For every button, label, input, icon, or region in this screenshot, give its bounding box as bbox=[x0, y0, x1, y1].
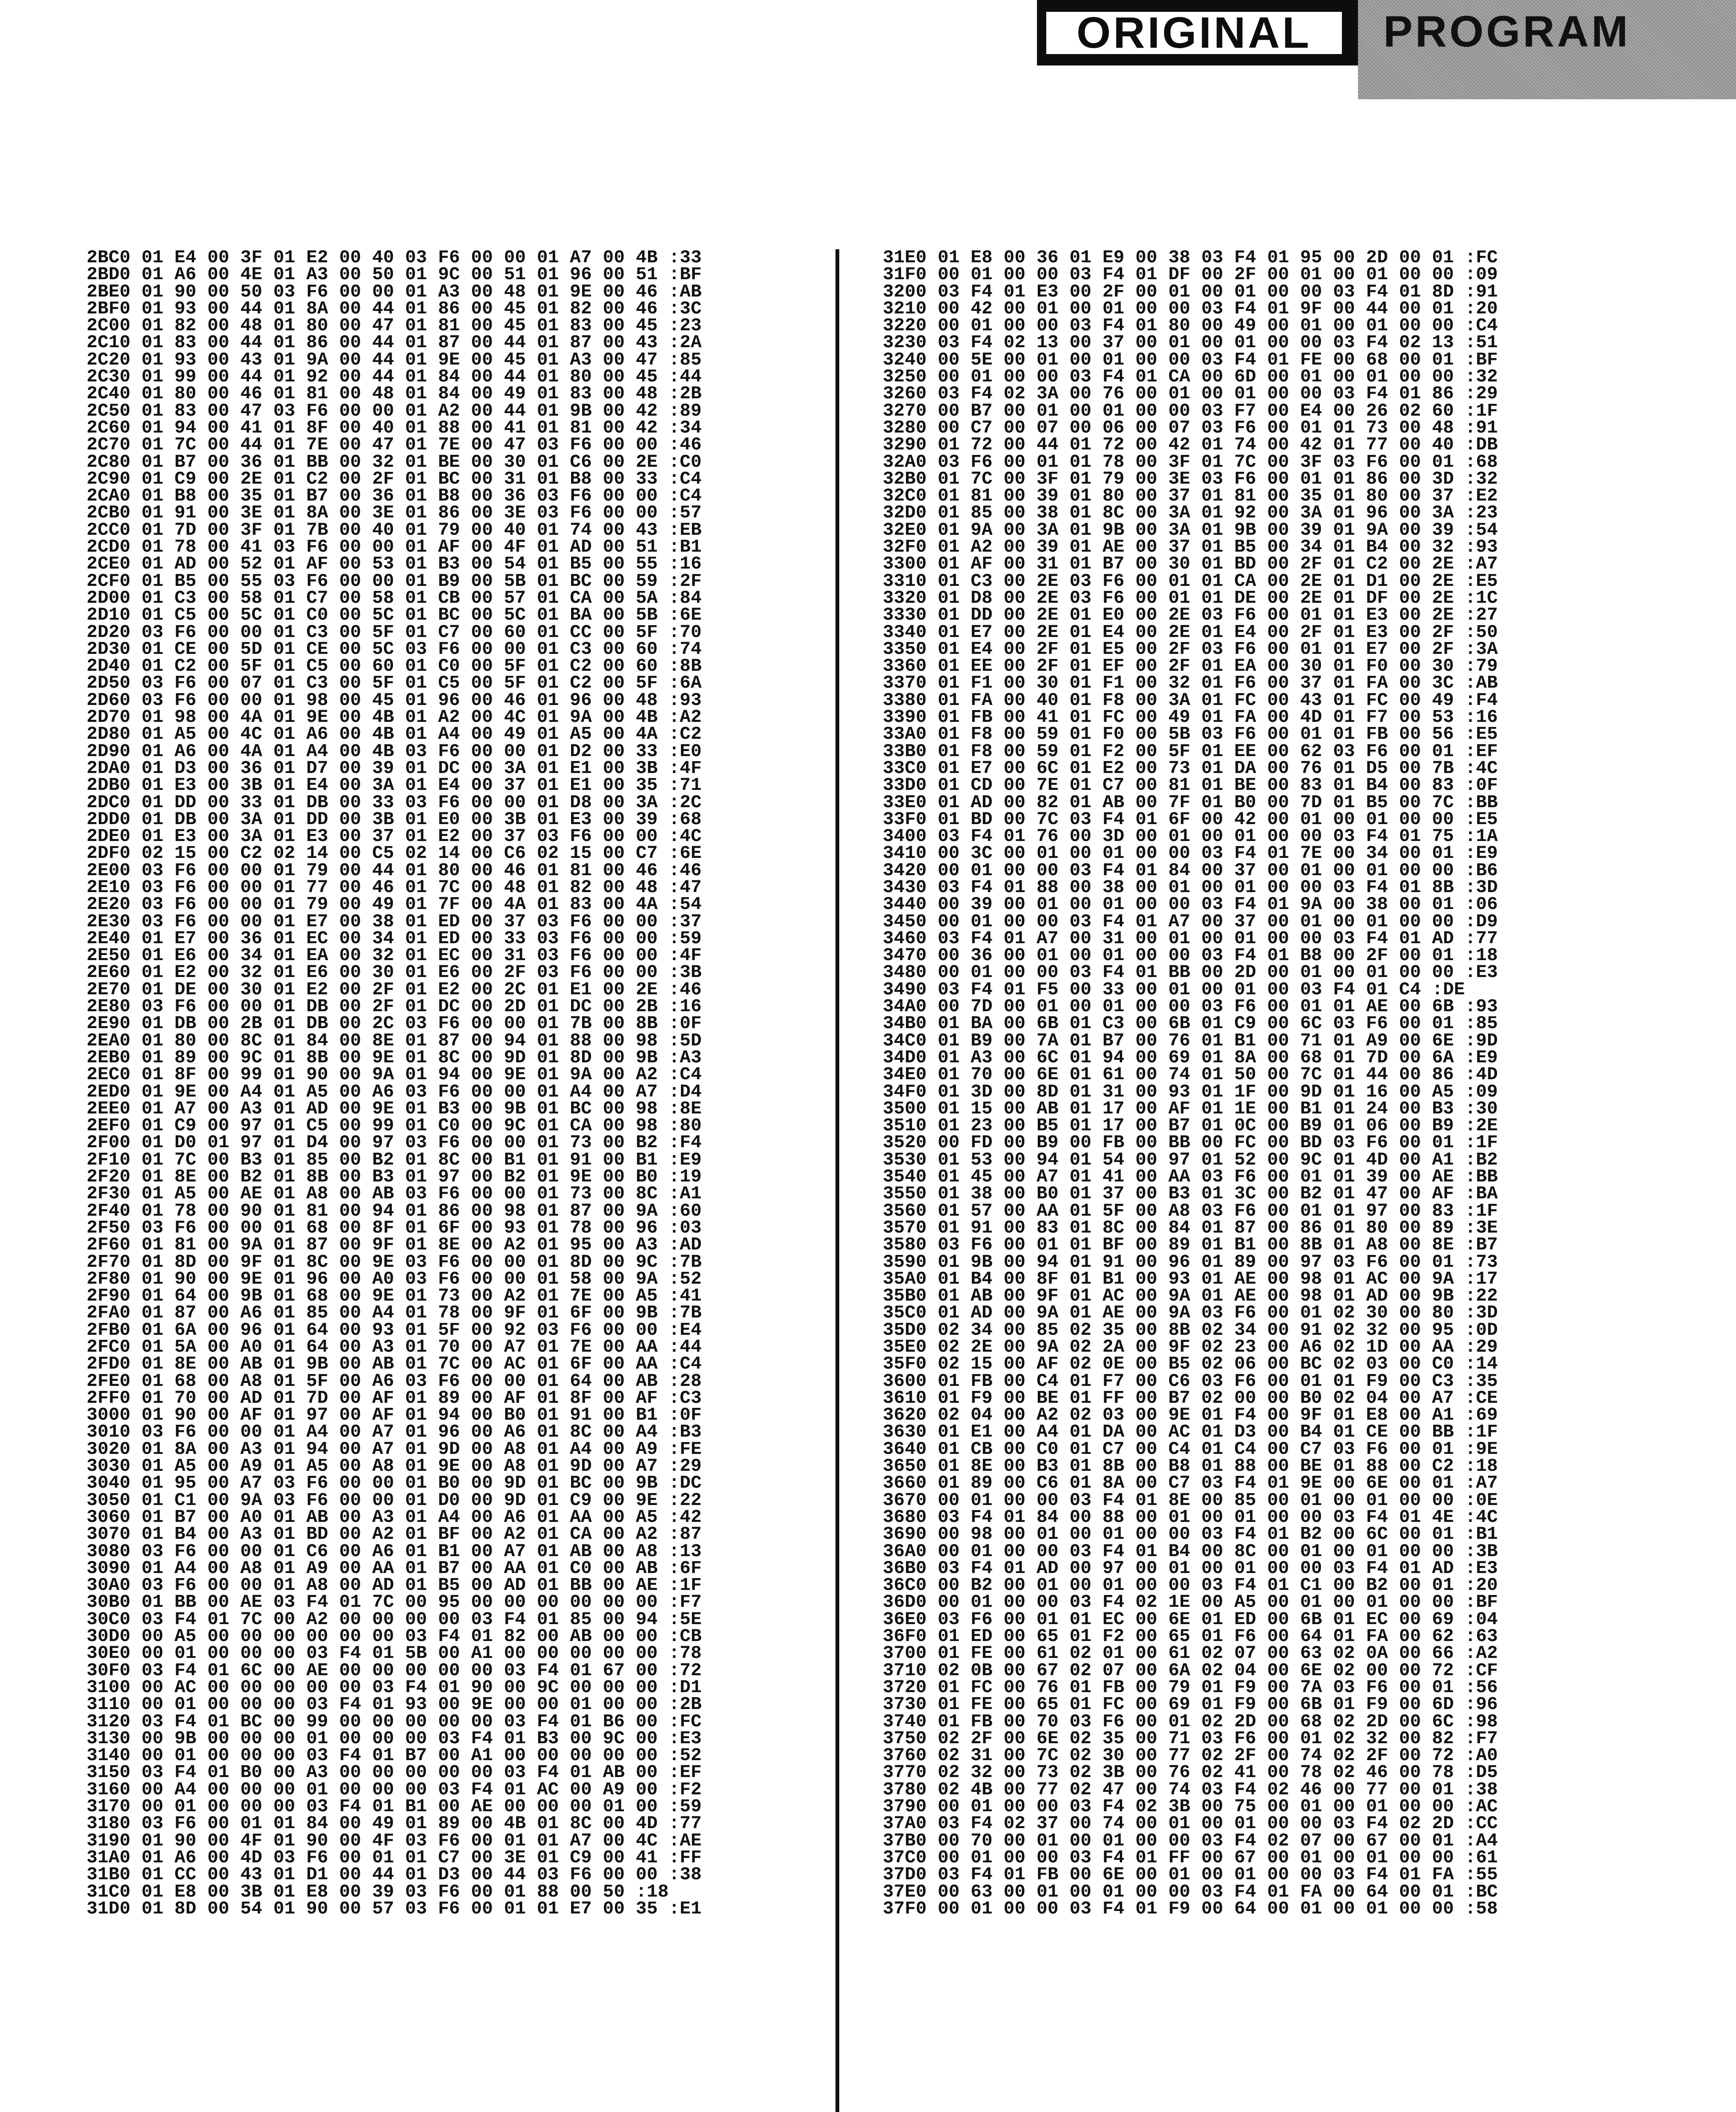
hex-dump-line: 2F50 03 F6 00 00 01 68 00 8F 01 6F 00 93 01 78 00 96 :03 bbox=[87, 1217, 702, 1238]
hex-dump-line: 3100 00 AC 00 00 00 00 00 03 F4 01 90 00 9C 00 00 00 :D1 bbox=[87, 1677, 702, 1698]
column-divider bbox=[835, 249, 839, 2112]
hex-dump-line: 3010 03 F6 00 00 01 A4 00 A7 01 96 00 A6 01 8C 00 A4 :B3 bbox=[87, 1421, 702, 1442]
hex-dump-line: 3640 01 CB 00 C0 01 C7 00 C4 01 C4 00 C7 03 F6 00 01 :9E bbox=[883, 1438, 1498, 1459]
hex-dump-line: 2D40 01 C2 00 5F 01 C5 00 60 01 C0 00 5F 01 C2 00 60 :8B bbox=[87, 656, 702, 677]
hex-dump-line: 33A0 01 F8 00 59 01 F0 00 5B 03 F6 00 01 01 FB 00 56 :E5 bbox=[883, 724, 1498, 745]
hex-listing-left-column bbox=[87, 249, 702, 1917]
hex-dump-line: 3360 01 EE 00 2F 01 EF 00 2F 01 EA 00 30 01 F0 00 30 :79 bbox=[883, 656, 1498, 677]
hex-dump-line: 3500 01 15 00 AB 01 17 00 AF 01 1E 00 B1 01 24 00 B3 :30 bbox=[883, 1098, 1498, 1119]
hex-dump-line: 3160 00 A4 00 00 00 01 00 00 00 03 F4 01 AC 00 A9 00 :F2 bbox=[87, 1779, 702, 1800]
hex-dump-line: 2FE0 01 68 00 A8 01 5F 00 A6 03 F6 00 00 01 64 00 AB :28 bbox=[87, 1370, 702, 1391]
hex-dump-line: 30D0 00 A5 00 00 00 00 00 00 03 F4 01 82 00 AB 00 00 :CB bbox=[87, 1626, 702, 1647]
hex-dump-line: 2C50 01 83 00 47 03 F6 00 00 01 A2 00 44 01 9B 00 42 :89 bbox=[87, 400, 702, 421]
hex-dump-line: 3520 00 FD 00 B9 00 FB 00 BB 00 FC 00 BD 03 F6 00 01 :1F bbox=[883, 1132, 1498, 1153]
hex-dump-line: 2C70 01 7C 00 44 01 7E 00 47 01 7E 00 47 03 F6 00 00 :46 bbox=[87, 434, 702, 455]
hex-dump-line: 3390 01 FB 00 41 01 FC 00 49 01 FA 00 4D 01 F7 00 53 :16 bbox=[883, 707, 1498, 728]
hex-dump-line: 32B0 01 7C 00 3F 01 79 00 3E 03 F6 00 01 01 86 00 3D :32 bbox=[883, 468, 1498, 489]
hex-dump-line: 36D0 00 01 00 00 03 F4 02 1E 00 A5 00 01 00 01 00 00 :BF bbox=[883, 1592, 1498, 1613]
hex-dump-line: 3630 01 E1 00 A4 01 DA 00 AC 01 D3 00 B4 01 CE 00 BB :1F bbox=[883, 1421, 1498, 1442]
hex-dump-line: 3080 03 F6 00 00 01 C6 00 A6 01 B1 00 A7 01 AB 00 A8 :13 bbox=[87, 1540, 702, 1562]
hex-dump-line: 3480 00 01 00 00 03 F4 01 BB 00 2D 00 01 00 01 00 00 :E3 bbox=[883, 962, 1498, 983]
hex-dump-line: 3620 02 04 00 A2 02 03 00 9E 01 F4 00 9F 01 E8 00 A1 :69 bbox=[883, 1404, 1498, 1426]
hex-dump-line: 2CA0 01 B8 00 35 01 B7 00 36 01 B8 00 36 03 F6 00 00 :C4 bbox=[87, 485, 702, 506]
hex-dump-line: 3530 01 53 00 94 01 54 00 97 01 52 00 9C 01 4D 00 A1 :B2 bbox=[883, 1149, 1498, 1170]
hex-dump-line: 2C40 01 80 00 46 01 81 00 48 01 84 00 49 01 83 00 48 :2B bbox=[87, 383, 702, 404]
hex-dump-line: 37F0 00 01 00 00 03 F4 01 F9 00 64 00 01 00 01 00 00 :58 bbox=[883, 1898, 1498, 1919]
hex-dump-line: 32A0 03 F6 00 01 01 78 00 3F 01 7C 00 3F 03 F6 00 01 :68 bbox=[883, 451, 1498, 472]
hex-dump-line: 2D80 01 A5 00 4C 01 A6 00 4B 01 A4 00 49 01 A5 00 4A :C2 bbox=[87, 724, 702, 745]
hex-dump-line: 32E0 01 9A 00 3A 01 9B 00 3A 01 9B 00 39 01 9A 00 39 :54 bbox=[883, 519, 1498, 540]
hex-dump-line: 2DF0 02 15 00 C2 02 14 00 C5 02 14 00 C6 02 15 00 C7 :6E bbox=[87, 843, 702, 864]
hex-dump-line: 3720 01 FC 00 76 01 FB 00 79 01 F9 00 7A 03 F6 00 01 :56 bbox=[883, 1677, 1498, 1698]
hex-dump-line: 2D50 03 F6 00 07 01 C3 00 5F 01 C5 00 5F 01 C2 00 5F :6A bbox=[87, 672, 702, 694]
hex-dump-line: 3470 00 36 00 01 00 01 00 00 03 F4 01 B8 00 2F 00 01 :18 bbox=[883, 945, 1498, 966]
hex-dump-line: 2F10 01 7C 00 B3 01 85 00 B2 01 8C 00 B1 01 91 00 B1 :E9 bbox=[87, 1149, 702, 1170]
hex-dump-line: 2CD0 01 78 00 41 03 F6 00 00 01 AF 00 4F 01 AD 00 51 :B1 bbox=[87, 536, 702, 558]
hex-dump-line: 3200 03 F4 01 E3 00 2F 00 01 00 01 00 00 03 F4 01 8D :91 bbox=[883, 281, 1498, 302]
hex-dump-line: 31E0 01 E8 00 36 01 E9 00 38 03 F4 01 95 00 2D 00 01 :FC bbox=[883, 247, 1498, 268]
hex-dump-line: 3000 01 90 00 AF 01 97 00 AF 01 94 00 B0 01 91 00 B1 :0F bbox=[87, 1404, 702, 1426]
hex-dump-line: 3350 01 E4 00 2F 01 E5 00 2F 03 F6 00 01 01 E7 00 2F :3A bbox=[883, 638, 1498, 659]
hex-dump-line: 2F90 01 64 00 9B 01 68 00 9E 01 73 00 A2 01 7E 00 A5 :41 bbox=[87, 1285, 702, 1306]
hex-dump-line: 3590 01 9B 00 94 01 91 00 96 01 89 00 97 03 F6 00 01 :73 bbox=[883, 1251, 1498, 1272]
hex-dump-line: 2E20 03 F6 00 00 01 79 00 49 01 7F 00 4A 01 83 00 4A :54 bbox=[87, 894, 702, 915]
hex-dump-line: 3710 02 0B 00 67 02 07 00 6A 02 04 00 6E 02 00 00 72 :CF bbox=[883, 1660, 1498, 1681]
hex-dump-line: 3040 01 95 00 A7 03 F6 00 00 01 B0 00 9D 01 BC 00 9B :DC bbox=[87, 1472, 702, 1494]
hex-dump-line: 2D10 01 C5 00 5C 01 C0 00 5C 01 BC 00 5C 01 BA 00 5B :6E bbox=[87, 604, 702, 626]
hex-dump-line: 2E40 01 E7 00 36 01 EC 00 34 01 ED 00 33 03 F6 00 00 :59 bbox=[87, 928, 702, 949]
hex-dump-line: 3380 01 FA 00 40 01 F8 00 3A 01 FC 00 43 01 FC 00 49 :F4 bbox=[883, 689, 1498, 710]
hex-dump-line: 2BC0 01 E4 00 3F 01 E2 00 40 03 F6 00 00 01 A7 00 4B :33 bbox=[87, 247, 702, 268]
original-banner bbox=[1037, 0, 1358, 65]
hex-dump-line: 2EF0 01 C9 00 97 01 C5 00 99 01 C0 00 9C 01 CA 00 98 :80 bbox=[87, 1115, 702, 1136]
hex-dump-line: 2E80 03 F6 00 00 01 DB 00 2F 01 DC 00 2D 01 DC 00 2B :16 bbox=[87, 996, 702, 1017]
hex-dump-line: 3280 00 C7 00 07 00 06 00 07 03 F6 00 01 01 73 00 48 :91 bbox=[883, 417, 1498, 438]
hex-dump-line: 3370 01 F1 00 30 01 F1 00 32 01 F6 00 37 01 FA 00 3C :AB bbox=[883, 672, 1498, 694]
hex-dump-line: 34A0 00 7D 00 01 00 01 00 00 03 F6 00 01 01 AE 00 6B :93 bbox=[883, 996, 1498, 1017]
hex-dump-line: 2BD0 01 A6 00 4E 01 A3 00 50 01 9C 00 51 01 96 00 51 :BF bbox=[87, 264, 702, 285]
hex-dump-line: 3290 01 72 00 44 01 72 00 42 01 74 00 42 01 77 00 40 :DB bbox=[883, 434, 1498, 455]
hex-dump-line: 2ED0 01 9E 00 A4 01 A5 00 A6 03 F6 00 00 01 A4 00 A7 :D4 bbox=[87, 1081, 702, 1102]
hex-dump-line: 3510 01 23 00 B5 01 17 00 B7 01 0C 00 B9 01 06 00 B9 :2E bbox=[883, 1115, 1498, 1136]
hex-dump-line: 3170 00 01 00 00 00 03 F4 01 B1 00 AE 00 00 00 01 00 :59 bbox=[87, 1796, 702, 1817]
hex-dump-line: 31A0 01 A6 00 4D 03 F6 00 01 01 C7 00 3E 01 C9 00 41 :FF bbox=[87, 1847, 702, 1868]
hex-dump-line: 2D90 01 A6 00 4A 01 A4 00 4B 03 F6 00 00 01 D2 00 33 :E0 bbox=[87, 740, 702, 762]
hex-dump-line: 3050 01 C1 00 9A 03 F6 00 00 01 D0 00 9D 01 C9 00 9E :22 bbox=[87, 1489, 702, 1511]
hex-dump-line: 3300 01 AF 00 31 01 B7 00 30 01 BD 00 2F 01 C2 00 2E :A7 bbox=[883, 553, 1498, 574]
hex-dump-line: 2E60 01 E2 00 32 01 E6 00 30 01 E6 00 2F 03 F6 00 00 :3B bbox=[87, 962, 702, 983]
hex-dump-line: 3580 03 F6 00 01 01 BF 00 89 01 B1 00 8B 01 A8 00 8E :B7 bbox=[883, 1234, 1498, 1255]
hex-dump-line: 3180 03 F6 00 01 01 84 00 49 01 89 00 4B 01 8C 00 4D :77 bbox=[87, 1813, 702, 1834]
hex-dump-line: 2F40 01 78 00 90 01 81 00 94 01 86 00 98 01 87 00 9A :60 bbox=[87, 1200, 702, 1221]
hex-dump-line: 3740 01 FB 00 70 03 F6 00 01 02 2D 00 68 02 2D 00 6C :98 bbox=[883, 1711, 1498, 1732]
hex-dump-line: 3070 01 B4 00 A3 01 BD 00 A2 01 BF 00 A2 01 CA 00 A2 :87 bbox=[87, 1524, 702, 1545]
hex-dump-line: 3690 00 98 00 01 00 01 00 00 03 F4 01 B2 00 6C 00 01 :B1 bbox=[883, 1524, 1498, 1545]
hex-dump-line: 37D0 03 F4 01 FB 00 6E 00 01 00 01 00 00 03 F4 01 FA :55 bbox=[883, 1864, 1498, 1885]
hex-dump-line: 34B0 01 BA 00 6B 01 C3 00 6B 01 C9 00 6C 03 F6 00 01 :85 bbox=[883, 1013, 1498, 1034]
hex-dump-line: 34F0 01 3D 00 8D 01 31 00 93 01 1F 00 9D 01 16 00 A5 :09 bbox=[883, 1081, 1498, 1102]
hex-dump-line: 3230 03 F4 02 13 00 37 00 01 00 01 00 00 03 F4 02 13 :51 bbox=[883, 332, 1498, 353]
hex-dump-line: 32C0 01 81 00 39 01 80 00 37 01 81 00 35 01 80 00 37 :E2 bbox=[883, 485, 1498, 506]
hex-dump-line: 3310 01 C3 00 2E 03 F6 00 01 01 CA 00 2E 01 D1 00 2E :E5 bbox=[883, 570, 1498, 591]
hex-dump-line: 30A0 03 F6 00 00 01 A8 00 AD 01 B5 00 AD 01 BB 00 AE :1F bbox=[87, 1575, 702, 1596]
hex-dump-line: 2EE0 01 A7 00 A3 01 AD 00 9E 01 B3 00 9B 01 BC 00 98 :8E bbox=[87, 1098, 702, 1119]
hex-dump-line: 3660 01 89 00 C6 01 8A 00 C7 03 F4 01 9E 00 6E 00 01 :A7 bbox=[883, 1472, 1498, 1494]
hex-dump-line: 37E0 00 63 00 01 00 01 00 00 03 F4 01 FA 00 64 00 01 :BC bbox=[883, 1881, 1498, 1902]
hex-dump-line: 2F00 01 D0 01 97 01 D4 00 97 03 F6 00 00 01 73 00 B2 :F4 bbox=[87, 1132, 702, 1153]
hex-dump-line: 2CF0 01 B5 00 55 03 F6 00 00 01 B9 00 5B 01 BC 00 59 :2F bbox=[87, 570, 702, 591]
hex-dump-line: 2DC0 01 DD 00 33 01 DB 00 33 03 F6 00 00 01 D8 00 3A :2C bbox=[87, 792, 702, 813]
hex-dump-line: 30B0 01 BB 00 AE 03 F4 01 7C 00 95 00 00 00 00 00 00 :F7 bbox=[87, 1592, 702, 1613]
hex-dump-line: 30C0 03 F4 01 7C 00 A2 00 00 00 00 03 F4 01 85 00 94 :5E bbox=[87, 1608, 702, 1630]
hex-dump-line: 3760 02 31 00 7C 02 30 00 77 02 2F 00 74 02 2F 00 72 :A0 bbox=[883, 1745, 1498, 1766]
hex-dump-line: 35E0 02 2E 00 9A 02 2A 00 9F 02 23 00 A6 02 1D 00 AA :29 bbox=[883, 1336, 1498, 1357]
hex-dump-line: 3490 03 F4 01 F5 00 33 00 01 00 01 00 03 F4 01 C4 :DE bbox=[883, 979, 1465, 1000]
hex-dump-line: 32D0 01 85 00 38 01 8C 00 3A 01 92 00 3A 01 96 00 3A :23 bbox=[883, 502, 1498, 523]
hex-dump-line: 3270 00 B7 00 01 00 01 00 00 03 F7 00 E4 00 26 02 60 :1F bbox=[883, 400, 1498, 421]
hex-dump-line: 31C0 01 E8 00 3B 01 E8 00 39 03 F6 00 01 88 00 50 :18 bbox=[87, 1881, 669, 1902]
hex-dump-line: 2F30 01 A5 00 AE 01 A8 00 AB 03 F6 00 00 01 73 00 8C :A1 bbox=[87, 1183, 702, 1204]
hex-dump-line: 2DB0 01 E3 00 3B 01 E4 00 3A 01 E4 00 37 01 E1 00 35 :71 bbox=[87, 775, 702, 796]
hex-dump-line: 2C60 01 94 00 41 01 8F 00 40 01 88 00 41 01 81 00 42 :34 bbox=[87, 417, 702, 438]
hex-dump-line: 2CE0 01 AD 00 52 01 AF 00 53 01 B3 00 54 01 B5 00 55 :16 bbox=[87, 553, 702, 574]
hex-dump-line: 35B0 01 AB 00 9F 01 AC 00 9A 01 AE 00 98 01 AD 00 9B :22 bbox=[883, 1285, 1498, 1306]
hex-dump-line: 2FC0 01 5A 00 A0 01 64 00 A3 01 70 00 A7 01 7E 00 AA :44 bbox=[87, 1336, 702, 1357]
hex-dump-line: 2CC0 01 7D 00 3F 01 7B 00 40 01 79 00 40 01 74 00 43 :EB bbox=[87, 519, 702, 540]
hex-dump-line: 33C0 01 E7 00 6C 01 E2 00 73 01 DA 00 76 01 D5 00 7B :4C bbox=[883, 757, 1498, 778]
hex-dump-line: 2E50 01 E6 00 34 01 EA 00 32 01 EC 00 31 03 F6 00 00 :4F bbox=[87, 945, 702, 966]
hex-dump-line: 3770 02 32 00 73 02 3B 00 76 02 41 00 78 02 46 00 78 :D5 bbox=[883, 1762, 1498, 1783]
hex-dump-line: 3600 01 FB 00 C4 01 F7 00 C6 03 F6 00 01 01 F9 00 C3 :35 bbox=[883, 1370, 1498, 1391]
hex-dump-line: 3220 00 01 00 00 03 F4 01 80 00 49 00 01 00 01 00 00 :C4 bbox=[883, 315, 1498, 336]
hex-dump-line: 2E70 01 DE 00 30 01 E2 00 2F 01 E2 00 2C 01 E1 00 2E :46 bbox=[87, 979, 702, 1000]
hex-dump-line: 34D0 01 A3 00 6C 01 94 00 69 01 8A 00 68 01 7D 00 6A :E9 bbox=[883, 1047, 1498, 1068]
hex-dump-line: 2FB0 01 6A 00 96 01 64 00 93 01 5F 00 92 03 F6 00 00 :E4 bbox=[87, 1319, 702, 1340]
hex-dump-line: 3320 01 D8 00 2E 03 F6 00 01 01 DE 00 2E 01 DF 00 2E :1C bbox=[883, 587, 1498, 608]
hex-dump-line: 2DA0 01 D3 00 36 01 D7 00 39 01 DC 00 3A 01 E1 00 3B :4F bbox=[87, 757, 702, 778]
hex-dump-line: 3150 03 F4 01 B0 00 A3 00 00 00 00 00 03 F4 01 AB 00 :EF bbox=[87, 1762, 702, 1783]
hex-dump-line: 2C10 01 83 00 44 01 86 00 44 01 87 00 44 01 87 00 43 :2A bbox=[87, 332, 702, 353]
hex-dump-line: 2F80 01 90 00 9E 01 96 00 A0 03 F6 00 00 01 58 00 9A :52 bbox=[87, 1268, 702, 1289]
hex-dump-line: 2BF0 01 93 00 44 01 8A 00 44 01 86 00 45 01 82 00 46 :3C bbox=[87, 298, 702, 319]
hex-dump-line: 36F0 01 ED 00 65 01 F2 00 65 01 F6 00 64 01 FA 00 62 :63 bbox=[883, 1626, 1498, 1647]
hex-dump-line: 2D00 01 C3 00 58 01 C7 00 58 01 CB 00 57 01 CA 00 5A :84 bbox=[87, 587, 702, 608]
hex-dump-line: 3420 00 01 00 00 03 F4 01 84 00 37 00 01 00 01 00 00 :B6 bbox=[883, 860, 1498, 881]
program-label: PROGRAM bbox=[1383, 7, 1631, 56]
hex-dump-line: 32F0 01 A2 00 39 01 AE 00 37 01 B5 00 34 01 B4 00 32 :93 bbox=[883, 536, 1498, 558]
hex-dump-line: 3120 03 F4 01 BC 00 99 00 00 00 00 00 03 F4 01 B6 00 :FC bbox=[87, 1711, 702, 1732]
hex-dump-line: 2BE0 01 90 00 50 03 F6 00 00 01 A3 00 48 01 9E 00 46 :AB bbox=[87, 281, 702, 302]
hex-dump-line: 35A0 01 B4 00 8F 01 B1 00 93 01 AE 00 98 01 AC 00 9A :17 bbox=[883, 1268, 1498, 1289]
hex-dump-line: 31F0 00 01 00 00 03 F4 01 DF 00 2F 00 01 00 01 00 00 :09 bbox=[883, 264, 1498, 285]
hex-dump-line: 2D60 03 F6 00 00 01 98 00 45 01 96 00 46 01 96 00 48 :93 bbox=[87, 689, 702, 710]
hex-dump-line: 3560 01 57 00 AA 01 5F 00 A8 03 F6 00 01 01 97 00 83 :1F bbox=[883, 1200, 1498, 1221]
hex-dump-line: 2D20 03 F6 00 00 01 C3 00 5F 01 C7 00 60 01 CC 00 5F :70 bbox=[87, 621, 702, 642]
hex-dump-line: 31B0 01 CC 00 43 01 D1 00 44 01 D3 00 44 03 F6 00 00 :38 bbox=[87, 1864, 702, 1885]
hex-dump-line: 37A0 03 F4 02 37 00 74 00 01 00 01 00 00 03 F4 02 2D :CC bbox=[883, 1813, 1498, 1834]
hex-dump-line: 36E0 03 F6 00 01 01 EC 00 6E 01 ED 00 6B 01 EC 00 69 :04 bbox=[883, 1608, 1498, 1630]
hex-dump-line: 33D0 01 CD 00 7E 01 C7 00 81 01 BE 00 83 01 B4 00 83 :0F bbox=[883, 775, 1498, 796]
hex-dump-line: 3260 03 F4 02 3A 00 76 00 01 00 01 00 00 03 F4 01 86 :29 bbox=[883, 383, 1498, 404]
hex-dump-line: 3650 01 8E 00 B3 01 8B 00 B8 01 88 00 BE 01 88 00 C2 :18 bbox=[883, 1456, 1498, 1477]
hex-dump-line: 3790 00 01 00 00 03 F4 02 3B 00 75 00 01 00 01 00 00 :AC bbox=[883, 1796, 1498, 1817]
hex-dump-line: 37C0 00 01 00 00 03 F4 01 FF 00 67 00 01 00 01 00 00 :61 bbox=[883, 1847, 1498, 1868]
hex-dump-line: 3110 00 01 00 00 00 03 F4 01 93 00 9E 00 00 01 00 00 :2B bbox=[87, 1694, 702, 1715]
hex-dump-line: 2C20 01 93 00 43 01 9A 00 44 01 9E 00 45 01 A3 00 47 :85 bbox=[87, 349, 702, 370]
hex-dump-line: 2E10 03 F6 00 00 01 77 00 46 01 7C 00 48 01 82 00 48 :47 bbox=[87, 876, 702, 898]
hex-dump-line: 2F20 01 8E 00 B2 01 8B 00 B3 01 97 00 B2 01 9E 00 B0 :19 bbox=[87, 1166, 702, 1187]
hex-dump-line: 35F0 02 15 00 AF 02 0E 00 B5 02 06 00 BC 02 03 00 C0 :14 bbox=[883, 1353, 1498, 1374]
hex-dump-line: 30F0 03 F4 01 6C 00 AE 00 00 00 00 00 03 F4 01 67 00 :72 bbox=[87, 1660, 702, 1681]
hex-dump-line: 31D0 01 8D 00 54 01 90 00 57 03 F6 00 01 01 E7 00 35 :E1 bbox=[87, 1898, 702, 1919]
hex-dump-line: 2E90 01 DB 00 2B 01 DB 00 2C 03 F6 00 00 01 7B 00 8B :0F bbox=[87, 1013, 702, 1034]
hex-dump-line: 3430 03 F4 01 88 00 38 00 01 00 01 00 00 03 F4 01 8B :3D bbox=[883, 876, 1498, 898]
hex-dump-line: 33E0 01 AD 00 82 01 AB 00 7F 01 B0 00 7D 01 B5 00 7C :BB bbox=[883, 792, 1498, 813]
hex-dump-line: 30E0 00 01 00 00 00 03 F4 01 5B 00 A1 00 00 00 00 00 :78 bbox=[87, 1643, 702, 1664]
hex-dump-line: 2C80 01 B7 00 36 01 BB 00 32 01 BE 00 30 01 C6 00 2E :C0 bbox=[87, 451, 702, 472]
hex-dump-line: 3450 00 01 00 00 03 F4 01 A7 00 37 00 01 00 01 00 00 :D9 bbox=[883, 911, 1498, 932]
hex-dump-line: 2F70 01 8D 00 9F 01 8C 00 9E 03 F6 00 00 01 8D 00 9C :7B bbox=[87, 1251, 702, 1272]
hex-dump-line: 3750 02 2F 00 6E 02 35 00 71 03 F6 00 01 02 32 00 82 :F7 bbox=[883, 1728, 1498, 1749]
hex-dump-line: 2FD0 01 8E 00 AB 01 9B 00 AB 01 7C 00 AC 01 6F 00 AA :C4 bbox=[87, 1353, 702, 1374]
hex-dump-line: 3090 01 A4 00 A8 01 A9 00 AA 01 B7 00 AA 01 C0 00 AB :6F bbox=[87, 1557, 702, 1579]
hex-dump-line: 3240 00 5E 00 01 00 01 00 00 03 F4 01 FE 00 68 00 01 :BF bbox=[883, 349, 1498, 370]
hex-dump-line: 2CB0 01 91 00 3E 01 8A 00 3E 01 86 00 3E 03 F6 00 00 :57 bbox=[87, 502, 702, 523]
hex-dump-line: 36B0 03 F4 01 AD 00 97 00 01 00 01 00 00 03 F4 01 AD :E3 bbox=[883, 1557, 1498, 1579]
hex-dump-line: 37B0 00 70 00 01 00 01 00 00 03 F4 02 07 00 67 00 01 :A4 bbox=[883, 1830, 1498, 1851]
hex-dump-line: 2E30 03 F6 00 00 01 E7 00 38 01 ED 00 37 03 F6 00 00 :37 bbox=[87, 911, 702, 932]
hex-listing-right-column bbox=[883, 249, 1498, 1917]
hex-dump-line: 3400 03 F4 01 76 00 3D 00 01 00 01 00 00 03 F4 01 75 :1A bbox=[883, 826, 1498, 847]
program-banner bbox=[1358, 0, 1736, 99]
hex-dump-line: 3130 00 9B 00 00 00 01 00 00 00 03 F4 01 B3 00 9C 00 :E3 bbox=[87, 1728, 702, 1749]
hex-dump-line: 3570 01 91 00 83 01 8C 00 84 01 87 00 86 01 80 00 89 :3E bbox=[883, 1217, 1498, 1238]
hex-dump-line: 2EA0 01 80 00 8C 01 84 00 8E 01 87 00 94 01 88 00 98 :5D bbox=[87, 1030, 702, 1051]
hex-dump-line: 34C0 01 B9 00 7A 01 B7 00 76 01 B1 00 71 01 A9 00 6E :9D bbox=[883, 1030, 1498, 1051]
hex-dump-line: 36A0 00 01 00 00 03 F4 01 B4 00 8C 00 01 00 01 00 00 :3B bbox=[883, 1540, 1498, 1562]
hex-dump-line: 3670 00 01 00 00 03 F4 01 8E 00 85 00 01 00 01 00 00 :0E bbox=[883, 1489, 1498, 1511]
hex-dump-line: 3410 00 3C 00 01 00 01 00 00 03 F4 01 7E 00 34 00 01 :E9 bbox=[883, 843, 1498, 864]
hex-dump-line: 3680 03 F4 01 84 00 88 00 01 00 01 00 00 03 F4 01 4E :4C bbox=[883, 1506, 1498, 1527]
hex-dump-line: 3020 01 8A 00 A3 01 94 00 A7 01 9D 00 A8 01 A4 00 A9 :FE bbox=[87, 1438, 702, 1459]
hex-dump-line: 2FA0 01 87 00 A6 01 85 00 A4 01 78 00 9F 01 6F 00 9B :7B bbox=[87, 1302, 702, 1323]
hex-dump-line: 36C0 00 B2 00 01 00 01 00 00 03 F4 01 C1 00 B2 00 01 :20 bbox=[883, 1575, 1498, 1596]
hex-dump-line: 2E00 03 F6 00 00 01 79 00 44 01 80 00 46 01 81 00 46 :46 bbox=[87, 860, 702, 881]
hex-dump-line: 3250 00 01 00 00 03 F4 01 CA 00 6D 00 01 00 01 00 00 :32 bbox=[883, 366, 1498, 387]
hex-dump-line: 2DE0 01 E3 00 3A 01 E3 00 37 01 E2 00 37 03 F6 00 00 :4C bbox=[87, 826, 702, 847]
hex-dump-line: 3700 01 FE 00 61 02 01 00 61 02 07 00 63 02 0A 00 66 :A2 bbox=[883, 1643, 1498, 1664]
hex-dump-line: 3340 01 E7 00 2E 01 E4 00 2E 01 E4 00 2F 01 E3 00 2F :50 bbox=[883, 621, 1498, 642]
hex-dump-line: 3730 01 FE 00 65 01 FC 00 69 01 F9 00 6B 01 F9 00 6D :96 bbox=[883, 1694, 1498, 1715]
hex-dump-line: 2D70 01 98 00 4A 01 9E 00 4B 01 A2 00 4C 01 9A 00 4B :A2 bbox=[87, 707, 702, 728]
hex-dump-line: 33F0 01 BD 00 7C 03 F4 01 6F 00 42 00 01 00 01 00 00 :E5 bbox=[883, 808, 1498, 830]
hex-dump-line: 2DD0 01 DB 00 3A 01 DD 00 3B 01 E0 00 3B 01 E3 00 39 :68 bbox=[87, 808, 702, 830]
hex-dump-line: 3330 01 DD 00 2E 01 E0 00 2E 03 F6 00 01 01 E3 00 2E :27 bbox=[883, 604, 1498, 626]
hex-dump-line: 35D0 02 34 00 85 02 35 00 8B 02 34 00 91 02 32 00 95 :0D bbox=[883, 1319, 1498, 1340]
hex-dump-line: 35C0 01 AD 00 9A 01 AE 00 9A 03 F6 00 01 02 30 00 80 :3D bbox=[883, 1302, 1498, 1323]
hex-dump-line: 2EC0 01 8F 00 99 01 90 00 9A 01 94 00 9E 01 9A 00 A2 :C4 bbox=[87, 1064, 702, 1085]
hex-dump-line: 2D30 01 CE 00 5D 01 CE 00 5C 03 F6 00 00 01 C3 00 60 :74 bbox=[87, 638, 702, 659]
hex-dump-line: 2C30 01 99 00 44 01 92 00 44 01 84 00 44 01 80 00 45 :44 bbox=[87, 366, 702, 387]
hex-dump-line: 3460 03 F4 01 A7 00 31 00 01 00 01 00 00 03 F4 01 AD :77 bbox=[883, 928, 1498, 949]
hex-dump-line: 3540 01 45 00 A7 01 41 00 AA 03 F6 00 01 01 39 00 AE :BB bbox=[883, 1166, 1498, 1187]
hex-dump-line: 3780 02 4B 00 77 02 47 00 74 03 F4 02 46 00 77 00 01 :38 bbox=[883, 1779, 1498, 1800]
hex-dump-line: 3060 01 B7 00 A0 01 AB 00 A3 01 A4 00 A6 01 AA 00 A5 :42 bbox=[87, 1506, 702, 1527]
hex-dump-line: 2C90 01 C9 00 2E 01 C2 00 2F 01 BC 00 31 01 B8 00 33 :C4 bbox=[87, 468, 702, 489]
hex-dump-line: 3550 01 38 00 B0 01 37 00 B3 01 3C 00 B2 01 47 00 AF :BA bbox=[883, 1183, 1498, 1204]
hex-dump-line: 34E0 01 70 00 6E 01 61 00 74 01 50 00 7C 01 44 00 86 :4D bbox=[883, 1064, 1498, 1085]
hex-dump-line: 3440 00 39 00 01 00 01 00 00 03 F4 01 9A 00 38 00 01 :06 bbox=[883, 894, 1498, 915]
hex-dump-line: 2F60 01 81 00 9A 01 87 00 9F 01 8E 00 A2 01 95 00 A3 :AD bbox=[87, 1234, 702, 1255]
hex-dump-line: 3140 00 01 00 00 00 03 F4 01 B7 00 A1 00 00 00 00 00 :52 bbox=[87, 1745, 702, 1766]
hex-dump-line: 3190 01 90 00 4F 01 90 00 4F 03 F6 00 01 01 A7 00 4C :AE bbox=[87, 1830, 702, 1851]
hex-dump-line: 3210 00 42 00 01 00 01 00 00 03 F4 01 9F 00 44 00 01 :20 bbox=[883, 298, 1498, 319]
hex-dump-line: 2FF0 01 70 00 AD 01 7D 00 AF 01 89 00 AF 01 8F 00 AF :C3 bbox=[87, 1387, 702, 1408]
hex-dump-line: 3030 01 A5 00 A9 01 A5 00 A8 01 9E 00 A8 01 9D 00 A7 :29 bbox=[87, 1456, 702, 1477]
hex-dump-line: 3610 01 F9 00 BE 01 FF 00 B7 02 00 00 B0 02 04 00 A7 :CE bbox=[883, 1387, 1498, 1408]
hex-dump-line: 2C00 01 82 00 48 01 80 00 47 01 81 00 45 01 83 00 45 :23 bbox=[87, 315, 702, 336]
original-label: ORIGINAL bbox=[1046, 12, 1342, 54]
hex-dump-line: 33B0 01 F8 00 59 01 F2 00 5F 01 EE 00 62 03 F6 00 01 :EF bbox=[883, 740, 1498, 762]
hex-dump-line: 2EB0 01 89 00 9C 01 8B 00 9E 01 8C 00 9D 01 8D 00 9B :A3 bbox=[87, 1047, 702, 1068]
